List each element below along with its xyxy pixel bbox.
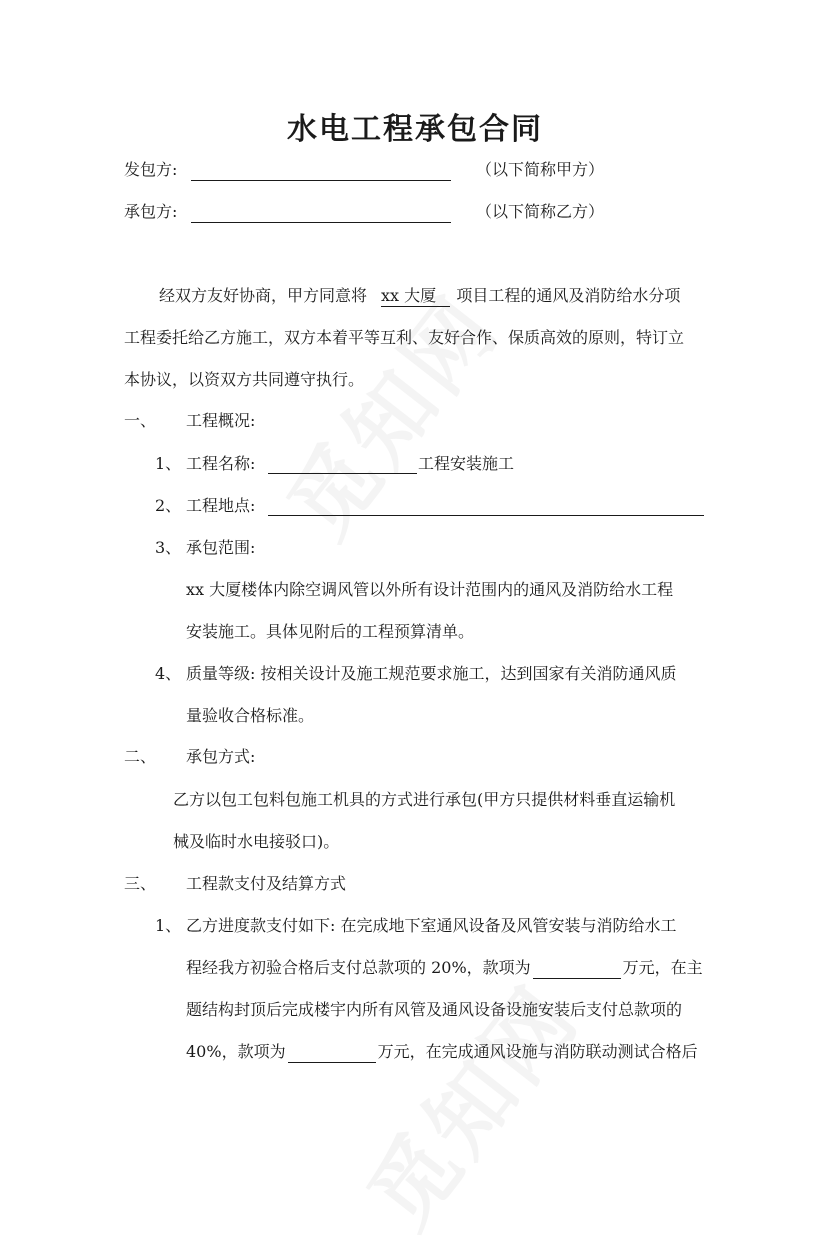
- payment-text: 万元，在主: [622, 958, 703, 977]
- item-2-number: 2、: [155, 496, 182, 515]
- party-b-note: （以下简称乙方）: [476, 202, 605, 221]
- item-3-label: 承包范围:: [186, 538, 256, 557]
- item-2-label: 工程地点:: [186, 496, 256, 515]
- intro-line-1: [159, 286, 680, 307]
- intro-line-2: 工程委托给乙方施工，双方本着平等互利、友好合作、保质高效的原则，特订立: [124, 328, 685, 347]
- payment-text: 万元，在完成通风设施与消防联动测试合格后: [377, 1042, 698, 1061]
- intro-text: 经双方友好协商，甲方同意将: [159, 286, 368, 305]
- item-4-number: 4、: [155, 664, 182, 683]
- payment-item-number: 1、: [155, 916, 182, 935]
- party-a-note: （以下简称甲方）: [476, 160, 605, 179]
- section-2-line-1: 乙方以包工包料包施工机具的方式进行承包(甲方只提供材料垂直运输机: [173, 790, 676, 809]
- item-1-suffix: 工程安装施工: [418, 454, 515, 473]
- amount-blank-2: [288, 1042, 376, 1063]
- item-3-number: 3、: [155, 538, 182, 557]
- item-1-label: 工程名称:: [186, 454, 256, 473]
- payment-text: 程经我方初验合格后支付总款项的 20%，款项为: [186, 958, 531, 977]
- section-3-heading: 工程款支付及结算方式: [186, 874, 347, 893]
- payment-text: 40%，款项为: [186, 1042, 286, 1061]
- project-location-blank: [268, 515, 704, 516]
- payment-line-4: [186, 1042, 698, 1063]
- section-3-number: 三、: [124, 874, 157, 893]
- party-b-blank: [191, 222, 451, 223]
- intro-line-3: 本协议，以资双方共同遵守执行。: [124, 370, 365, 389]
- page-title: 水电工程承包合同: [287, 112, 543, 147]
- section-2-number: 二、: [124, 747, 157, 766]
- item-3-line-1: xx 大厦楼体内除空调风管以外所有设计范围内的通风及消防给水工程: [186, 580, 674, 599]
- party-b-label: 承包方:: [124, 202, 178, 221]
- project-name-blank: [268, 473, 417, 474]
- project-name-text: xx 大厦: [381, 286, 437, 305]
- payment-line-2: [186, 958, 703, 979]
- section-1-number: 一、: [124, 411, 157, 430]
- item-4-line-1: 质量等级: 按相关设计及施工规范要求施工，达到国家有关消防通风质: [186, 664, 677, 683]
- item-3-line-2: 安装施工。具体见附后的工程预算清单。: [186, 622, 475, 641]
- party-a-label: 发包方:: [124, 160, 178, 179]
- payment-line-3: 题结构封顶后完成楼宇内所有风管及通风设备设施安装后支付总款项的: [186, 1000, 683, 1019]
- section-1-heading: 工程概况:: [186, 411, 256, 430]
- party-a-blank: [191, 180, 451, 181]
- item-1-number: 1、: [155, 454, 182, 473]
- project-name: [381, 286, 450, 307]
- amount-blank-1: [533, 958, 621, 979]
- section-2-line-2: 械及临时水电接驳口)。: [173, 832, 340, 851]
- item-4-line-2: 量验收合格标准。: [186, 706, 315, 725]
- section-2-heading: 承包方式:: [186, 747, 256, 766]
- intro-text: 项目工程的通风及消防给水分项: [456, 286, 681, 305]
- payment-line-1: 乙方进度款支付如下: 在完成地下室通风设备及风管安装与消防给水工: [186, 916, 677, 935]
